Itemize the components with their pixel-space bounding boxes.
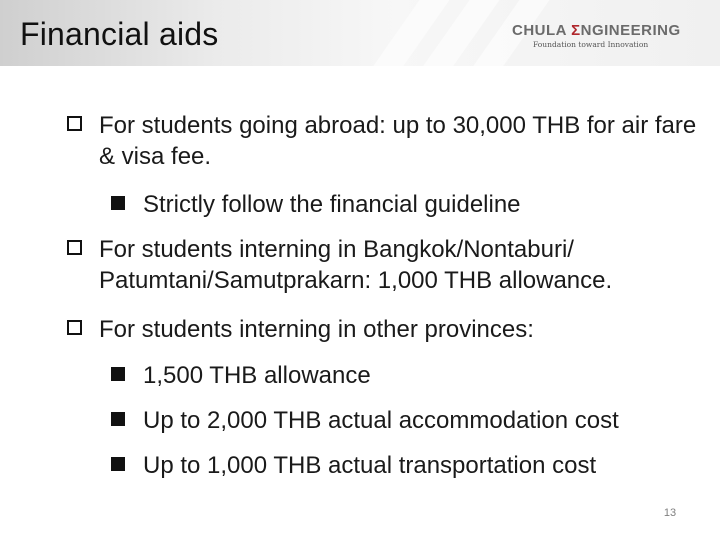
chula-engineering-logo	[512, 22, 692, 49]
sub-bullet-item	[111, 450, 711, 481]
sub-bullet-item	[111, 360, 711, 391]
logo-tagline: Foundation toward Innovation	[533, 40, 649, 49]
slide-header	[0, 0, 720, 66]
logo-wordmark	[512, 22, 692, 39]
sub-bullet-text: Up to 2,000 THB actual accommodation cost	[143, 407, 619, 434]
sub-bullet-text: 1,500 THB allowance	[143, 362, 371, 389]
logo-part1: CHULA	[512, 22, 572, 39]
bullet-text: For students interning in Bangkok/Nontaburi/ Patumtani/Samutprakarn: 1,000 THB allowance.	[99, 236, 613, 294]
filled-square-bullet-icon	[111, 457, 125, 471]
slide-title: Financial aids	[20, 16, 219, 52]
bullet-item	[67, 110, 707, 172]
hollow-square-bullet-icon	[67, 240, 82, 255]
bullet-item	[67, 234, 707, 296]
filled-square-bullet-icon	[111, 367, 125, 381]
bullet-text: For students going abroad: up to 30,000 THB for air fare & visa fee.	[99, 112, 697, 170]
sub-bullet-text: Up to 1,000 THB actual transportation cost	[143, 452, 597, 479]
hollow-square-bullet-icon	[67, 320, 82, 335]
bullet-text: For students interning in other provinces:	[99, 316, 534, 343]
bullet-item	[67, 314, 707, 345]
filled-square-bullet-icon	[111, 412, 125, 426]
sub-bullet-text: Strictly follow the financial guideline	[143, 191, 521, 218]
hollow-square-bullet-icon	[67, 116, 82, 131]
sub-bullet-item	[111, 189, 711, 220]
logo-part2: NGINEERING	[580, 22, 681, 39]
page-number: 13	[663, 507, 677, 519]
sub-bullet-item	[111, 405, 711, 436]
filled-square-bullet-icon	[111, 196, 125, 210]
logo-sigma: Σ	[571, 22, 581, 39]
